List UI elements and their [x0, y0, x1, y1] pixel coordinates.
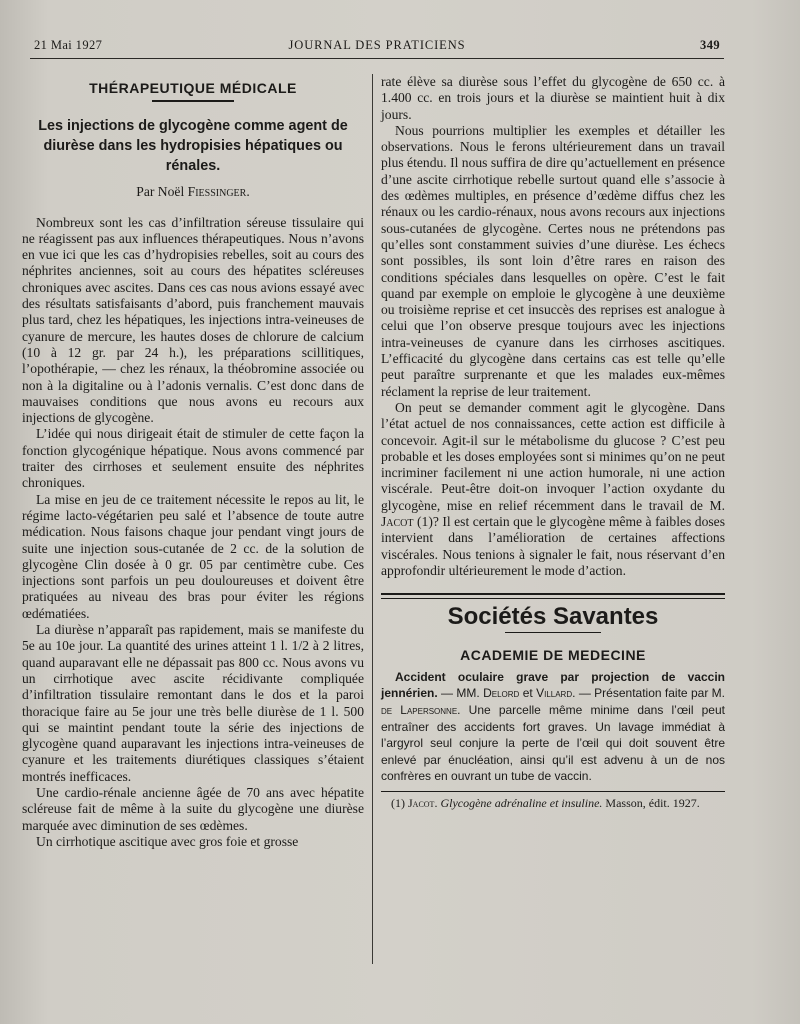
header-rule [30, 58, 724, 59]
paragraph: L’idée qui nous dirigeait était de stimuler de cette façon la fonction glycogénique hépatique. Nous avons commencé par traiter des cirrhoses et seulement ensuite des néphrites chroniques. [22, 426, 364, 491]
paragraph: Un cirrhotique ascitique avec gros foie et grosse [36, 833, 299, 849]
section-rule [505, 632, 601, 633]
report-text: Une parcelle même minime dans l’œil peut entraîner des accidents fort graves. Un lavage immédiat à l’argyrol seul conjure la perte de l’œil qui doit souvent être enlevé par énucléation, ainsi qu’il est advenu à un de nos confrères en ouvrant un tube de vaccin. [381, 702, 725, 784]
section-divider [381, 593, 725, 599]
rubric-heading: THÉRAPEUTIQUE MÉDICALE [89, 80, 297, 96]
footnote-book-title: Glycogène adrénaline et insuline. [437, 795, 603, 810]
section-title: Sociétés Savantes [447, 603, 659, 631]
paragraph [381, 400, 725, 579]
report-author: Villard. [536, 686, 576, 701]
running-header [34, 38, 720, 54]
footnote-publisher: Masson, édit. 1927. [602, 795, 700, 810]
report-conjunction: et [519, 686, 537, 701]
footnote-text [381, 796, 725, 810]
paragraph-continued: rate élève sa diurèse sous l’effet du glycogène de 650 cc. à 1.400 cc. en trois jours et la diurèse se maintient huit à dix jours. [381, 74, 725, 122]
paragraph: La diurèse n’apparaît pas rapidement, mais se manifeste du 5e au 10e jour. La quantité des urines atteint 1 l. 1/2 à 2 litres, quand auparavant elle ne dépassait pas 800 cc. Nous avons vu un cirrhotique avec ascite récidivante compliquée d’infiltration tissulaire remontant dans le dos et la paroi thoracique faire au 5e jour une très belle diurèse de 1 l. 500 qui se maintint pendant toute la série des injections de glycogène quand auparavant les injections intra-veineuses de cyanure et les traitements diurétiques classiques s’étaient montrés inefficaces. [22, 622, 364, 784]
paragraph: Nombreux sont les cas d’infiltration séreuse tissulaire qui ne réagissent pas aux influences thérapeutiques. Nous n’avons en vue ici que les cas d’hydropisies rebelles, soit au cours des néphrites anciennes, soit au cours des hépatites scléreuses chroniques avec ascites. Dans ces cas nous avions essayé avec des résultats satisfaisants d’abord, puis franchement mauvais plus tard, chez les hépatiques, les injections intra-veineuses de cyanure de mercure, les hautes doses de chlorure de calcium (10 à 12 gr. par 24 h.), les préparations scillitiques, l’opothérapie, — chez les rénaux, la théobromine associée ou non à la digitaline ou à l’adonis vernalis. C’est donc dans de mauvaises conditions que nous avons eu recours aux injections de glycogène. [22, 214, 364, 426]
footnote-reference: (1)? [413, 514, 439, 530]
page-number: 349 [700, 38, 720, 52]
rubric-rule [152, 100, 234, 102]
paragraph: La mise en jeu de ce traitement nécessite le repos au lit, le régime lacto-végétarien peu salé et l’absence de toute autre médication. Nous faisons chaque jour pendant vingt jours de suite une injection sous-cutanée de 2 cc. de la solution de glycogène Clin dosée à 0 gr. 05 par centimètre cube. Ces injections sont parfois un peu douloureuses et doivent être pratiquées au niveau des bras pour éviter les régions œdématiées. [22, 491, 364, 621]
footnote-author: Jacot. [408, 795, 438, 810]
paragraph: Une cardio-rénale ancienne âgée de 70 ans avec hépatite scléreuse fait de même à la suite du glycogène une diurèse marquée avec diminution de ses œdèmes. [22, 784, 364, 833]
report-title: Accident oculaire grave par projection de vaccin jennérien. [381, 669, 725, 701]
report-separator: — Présentation faite par M. [575, 686, 726, 701]
paragraph: Nous pourrions multiplier les exemples et détailler les observations. Nous le ferons ultérieurement dans un travail plus étendu. Il nous suffira de dire qu’actuellement en présence d’une ascite cirrhotique rebelle surtout quand elle s’associe à des œdèmes multiples, en présence d’œdème diffus chez les rénaux ou les cardio-rénaux, nous avons recours aux injections sous-cutanées de glycogène. Certes nous ne prétendons pas qu’elles sont constamment suivies d’une diurèse. Les échecs sont possibles, ils sont loin d’être rares en raison des conditions spéciales dans lesquelles on opère. C’est le fait quand par exemple on emploie le glycogène à une deuxième ou troisième reprise et cet insuccès des reprises est analogue à celui que l’on observe presque toujours avec les injections intra-veineuses de cyanure dans les cirrhoses ascitiques. L’efficacité du glycogène dans certains cas est telle qu’elle peut paraître surprenante et que les malades eux-mêmes réclament la reprise de leur traitement. [381, 122, 725, 399]
header-date: 21 Mai 1927 [34, 38, 103, 52]
report-entry [381, 669, 725, 785]
right-column [381, 74, 725, 810]
byline-author: Fiessinger. [187, 184, 250, 200]
report-separator: — MM. [437, 686, 484, 701]
report-author: Delord [483, 686, 520, 701]
citation-name: Jacot [381, 514, 414, 530]
byline-prefix: Par Noël [136, 184, 185, 200]
article-title: Les injections de glycogène comme agent de diurèse dans les hydropisies hépatiques ou rénales. [38, 118, 348, 175]
byline [22, 184, 364, 200]
paragraph-text: Il est certain que le glycogène même à faibles doses intervient dans l’amélioration de certaines affections viscérales. Nous tenions à signaler le fait, nous réservant d’en approfondir ultérieurement le mode d’action. [381, 514, 725, 578]
report-paragraph [381, 669, 725, 785]
report-presenter: de Lapersonne. [381, 702, 461, 717]
footnote [381, 796, 725, 810]
footnote-mark: (1) [391, 795, 408, 810]
header-journal-title: JOURNAL DES PRATICIENS [288, 38, 466, 52]
paragraph-text: On peut se demander comment agit le glycogène. Dans l’état actuel de nos connaissances, cette action est difficile à concevoir. Agit-il sur le métabolisme du glucose ? C’est peu probable et les doses employées sont si minimes qu’on ne peut incriminer facilement ni une action humorale, ni une action viscérale. Peut-être doit-on invoquer l’action oxydante du glycogène, mise en relief récemment dans le travail de M. [381, 399, 725, 513]
left-column [22, 80, 364, 850]
column-divider [372, 74, 373, 964]
academy-heading: ACADEMIE DE MEDECINE [460, 646, 646, 663]
footnote-rule [381, 791, 725, 792]
